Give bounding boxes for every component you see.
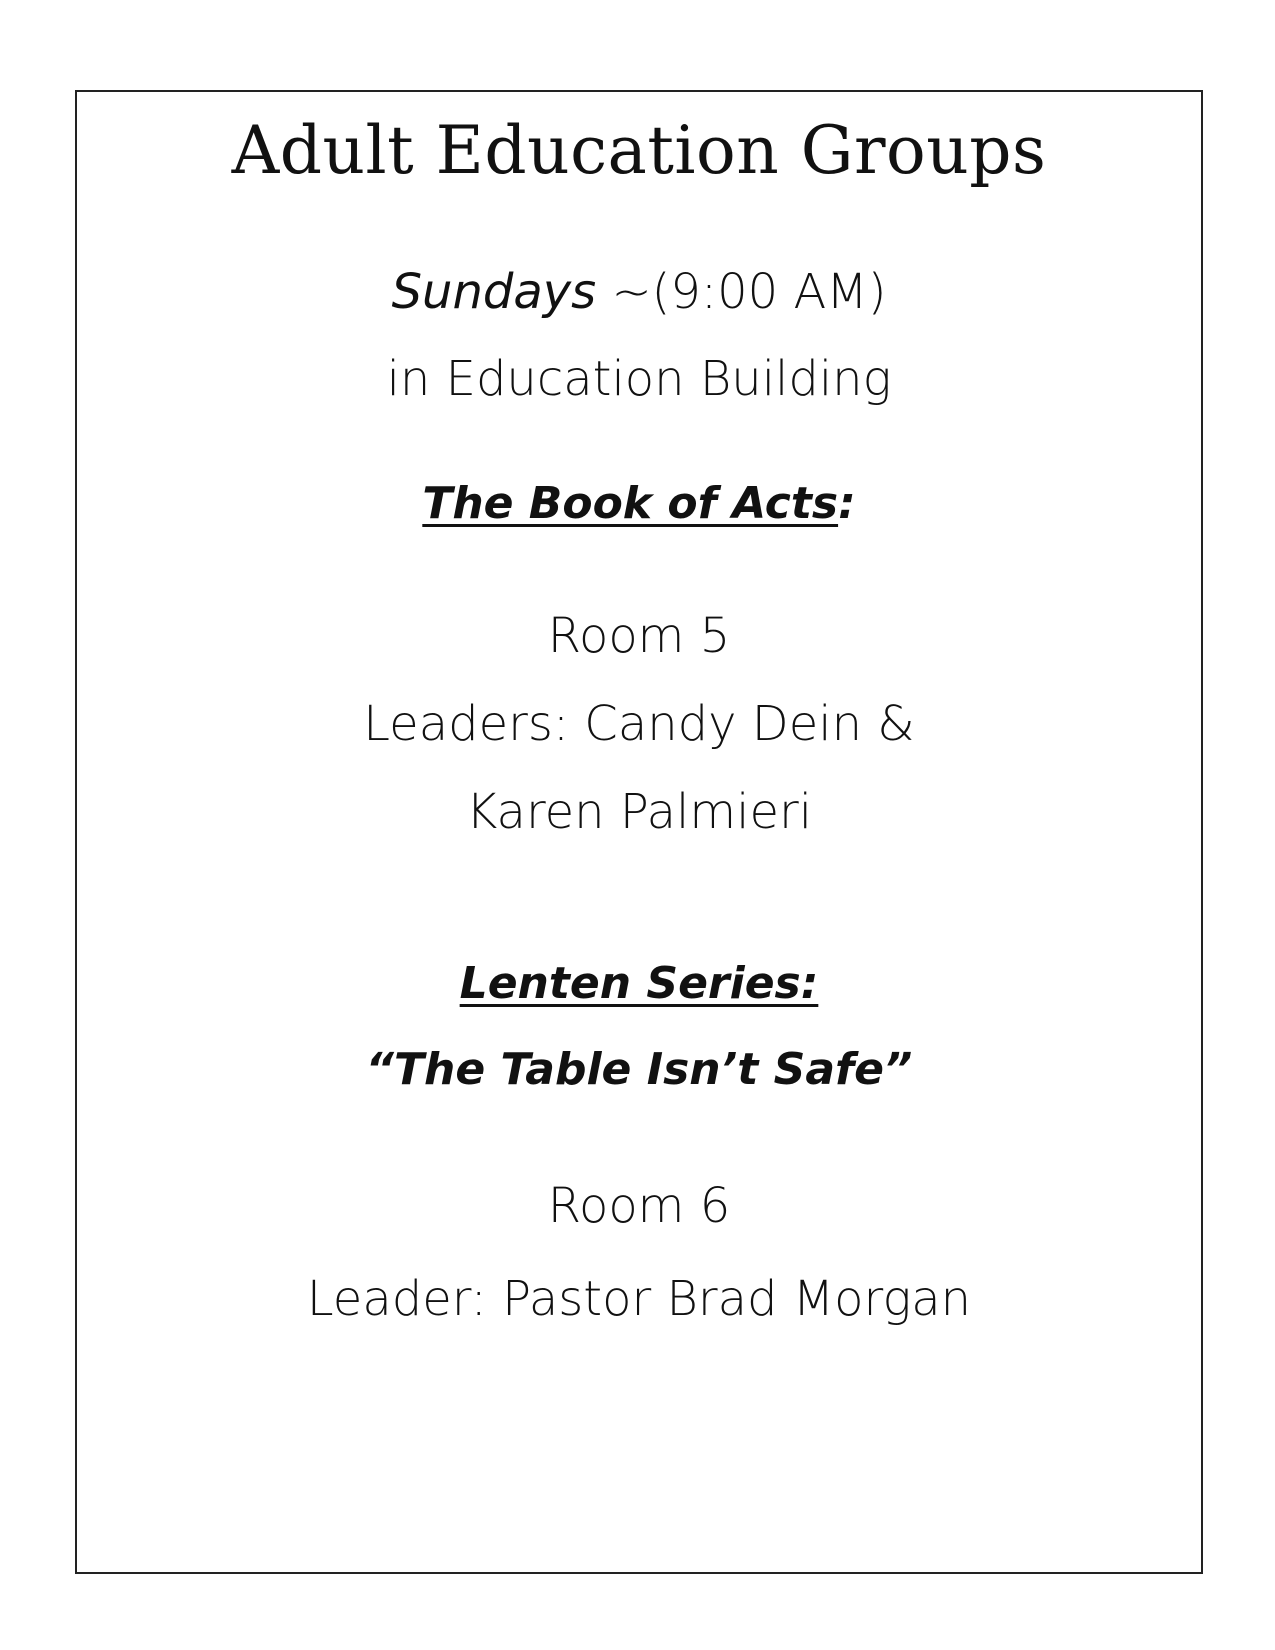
group-2-title: Lenten Series: xyxy=(459,958,819,1009)
page-title: Adult Education Groups xyxy=(231,112,1047,189)
group-2-room: Room 6 xyxy=(547,1178,731,1234)
group-2-subtitle: “The Table Isn’t Safe” xyxy=(365,1044,913,1095)
schedule-time: ~(9:00 AM) xyxy=(596,264,887,320)
group-1-leaders-line2: Karen Palmieri xyxy=(465,784,813,840)
group-1-room: Room 5 xyxy=(547,608,731,664)
group-1-leaders-line1: Leaders: Candy Dein & xyxy=(363,696,915,752)
group-1-title-colon: : xyxy=(838,478,856,529)
group-2-leader: Leader: Pastor Brad Morgan xyxy=(306,1271,972,1327)
group-2-heading xyxy=(75,958,1203,1009)
schedule-day: Sundays xyxy=(391,264,597,320)
schedule-line xyxy=(75,264,1203,320)
group-1-heading xyxy=(75,478,1203,529)
group-1-title: The Book of Acts xyxy=(422,478,839,529)
schedule-location: in Education Building xyxy=(386,351,892,407)
